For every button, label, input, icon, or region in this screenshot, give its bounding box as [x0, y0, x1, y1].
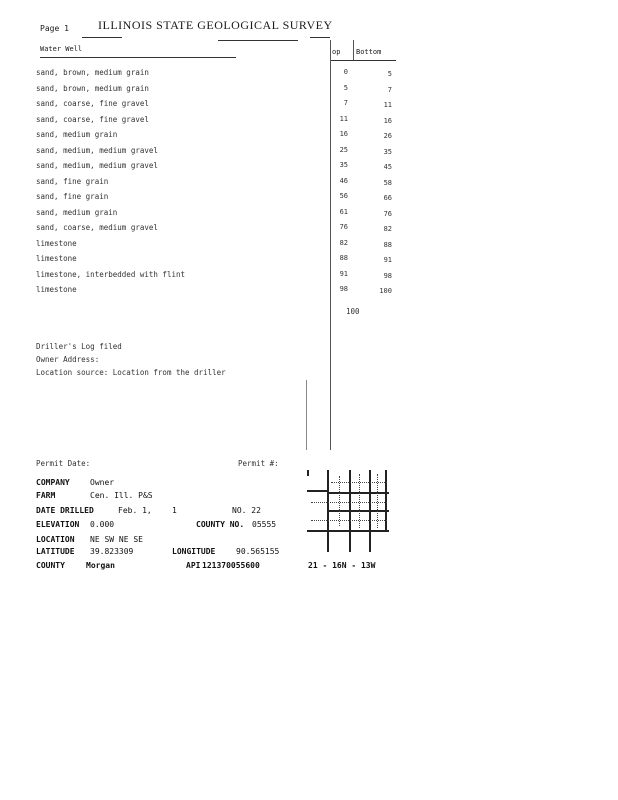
log-entry-bottom: 66	[383, 194, 392, 202]
title-underline	[218, 40, 298, 41]
header-rule	[330, 60, 396, 61]
log-entry-top: 88	[339, 254, 348, 262]
elevation-label: ELEVATION	[36, 520, 80, 529]
log-entry-description: sand, brown, medium grain	[36, 84, 149, 93]
log-entry-bottom: 16	[383, 117, 392, 125]
page-number: Page 1	[40, 24, 69, 33]
latitude-label: LATITUDE	[36, 547, 75, 556]
col-top-header: op	[332, 48, 341, 56]
api-value: 121370055600	[202, 561, 260, 570]
column-divider	[306, 380, 307, 450]
date-drilled-value: Feb. 1,	[118, 506, 152, 515]
date-number: 1	[172, 506, 177, 515]
log-entry-top: 98	[339, 285, 348, 293]
log-entry-bottom: 98	[383, 272, 392, 280]
county-value: Morgan	[86, 561, 115, 570]
log-entry-top: 35	[339, 161, 348, 169]
title-underline	[310, 37, 330, 38]
api-label: API	[186, 561, 201, 570]
log-entry-description: sand, medium grain	[36, 130, 118, 139]
elevation-value: 0.000	[90, 520, 115, 529]
log-entry-bottom: 91	[383, 256, 392, 264]
log-entry-bottom: 26	[383, 132, 392, 140]
log-entry-bottom: 35	[383, 148, 392, 156]
permit-date-label: Permit Date:	[36, 459, 91, 468]
header-rule	[40, 57, 236, 58]
log-entry-top: 25	[339, 146, 348, 154]
column-divider	[353, 40, 354, 60]
date-number-2: NO. 22	[232, 506, 261, 515]
col-bottom-header: Bottom	[356, 48, 382, 56]
county-label: COUNTY	[36, 561, 65, 570]
total-depth: 100	[346, 307, 360, 316]
county-no-value: 05555	[252, 520, 277, 529]
log-entry-description: limestone	[36, 254, 77, 263]
log-entry-bottom: 11	[383, 101, 392, 109]
township-range: 21 - 16N - 13W	[308, 561, 376, 570]
log-entry-description: sand, fine grain	[36, 192, 109, 201]
section-plat-map	[307, 470, 397, 552]
log-entry-bottom: 88	[383, 241, 392, 249]
drillers-log-note: Driller's Log filed	[36, 342, 122, 351]
log-entry-top: 7	[343, 99, 348, 107]
log-entry-description: sand, brown, medium grain	[36, 68, 149, 77]
log-entry-top: 16	[339, 130, 348, 138]
log-entry-bottom: 82	[383, 225, 392, 233]
log-entry-top: 46	[339, 177, 348, 185]
document-title: ILLINOIS STATE GEOLOGICAL SURVEY	[98, 18, 333, 32]
permit-number-label: Permit #:	[238, 459, 279, 468]
log-entry-description: sand, medium grain	[36, 208, 118, 217]
location-source: Location source: Location from the driller	[36, 368, 226, 377]
log-entry-description: sand, coarse, fine gravel	[36, 99, 149, 108]
log-entry-description: limestone	[36, 285, 77, 294]
longitude-label: LONGITUDE	[172, 547, 216, 556]
log-entry-description: limestone, interbedded with flint	[36, 270, 186, 279]
log-entry-bottom: 76	[383, 210, 392, 218]
log-entry-bottom: 7	[387, 86, 392, 94]
company-label: COMPANY	[36, 478, 70, 487]
well-type: Water Well	[40, 45, 83, 53]
date-drilled-label: DATE DRILLED	[36, 506, 94, 515]
farm-label: FARM	[36, 491, 56, 500]
longitude-value: 90.565155	[236, 547, 280, 556]
title-underline	[82, 37, 122, 38]
log-entry-description: limestone	[36, 239, 77, 248]
log-entry-description: sand, coarse, medium gravel	[36, 223, 158, 232]
log-entry-bottom: 45	[383, 163, 392, 171]
log-entry-bottom: 100	[379, 287, 392, 295]
location-label: LOCATION	[36, 535, 75, 544]
log-entry-description: sand, medium, medium gravel	[36, 161, 158, 170]
latitude-value: 39.823309	[90, 547, 134, 556]
location-value: NE SW NE SE	[90, 535, 143, 544]
log-entry-description: sand, medium, medium gravel	[36, 146, 158, 155]
log-entry-bottom: 58	[383, 179, 392, 187]
log-entry-top: 5	[343, 84, 348, 92]
log-entry-top: 61	[339, 208, 348, 216]
log-entry-top: 56	[339, 192, 348, 200]
log-entry-top: 11	[339, 115, 348, 123]
log-entry-bottom: 5	[387, 70, 392, 78]
log-entry-description: sand, fine grain	[36, 177, 109, 186]
log-entry-description: sand, coarse, fine gravel	[36, 115, 149, 124]
log-entry-top: 82	[339, 239, 348, 247]
log-entry-top: 0	[343, 68, 348, 76]
company-value: Owner	[90, 478, 115, 487]
county-no-label: COUNTY NO.	[196, 520, 245, 529]
log-entry-top: 91	[339, 270, 348, 278]
owner-address: Owner Address:	[36, 355, 100, 364]
log-entry-top: 76	[339, 223, 348, 231]
farm-value: Cen. Ill. P&S	[90, 491, 153, 500]
